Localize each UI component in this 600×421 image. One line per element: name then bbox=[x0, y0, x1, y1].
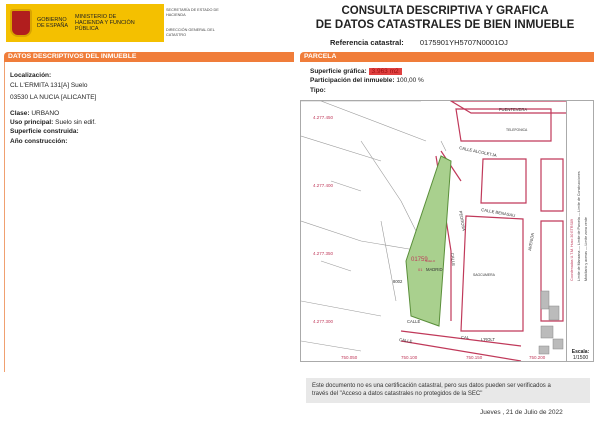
government-logo bbox=[6, 4, 164, 42]
bar-title-bold: INMUEBLE bbox=[100, 53, 137, 60]
address-line-2: 03530 LA NUCIA [ALICANTE] bbox=[10, 94, 97, 101]
uso-row bbox=[10, 119, 96, 127]
participacion-label: Participación del inmueble: bbox=[310, 77, 395, 84]
street-benasau: CALLE BENASAU bbox=[480, 207, 516, 218]
sup-grafica-label: Superficie gráfica: bbox=[310, 68, 367, 75]
superficie-label: Superficie construida: bbox=[10, 128, 79, 135]
label-madrid: MADRID bbox=[426, 267, 443, 272]
label-cal: CAL bbox=[461, 335, 470, 340]
secretaria-text: SECRETARÍA DE ESTADO DE HACIENDA bbox=[166, 8, 219, 17]
notice-box bbox=[306, 378, 590, 403]
clase-value: URBANO bbox=[31, 110, 60, 117]
coord-y4: 4.277.300 bbox=[313, 319, 334, 324]
document-title bbox=[300, 4, 590, 32]
scale-value: 1/1500 bbox=[572, 354, 589, 361]
notice-line-2: través del "Acceso a datos catastrales no protegidos de la SEC" bbox=[312, 391, 483, 397]
parcel-subnumber: 01 bbox=[418, 267, 423, 272]
label-telefonica: TELEFONICA bbox=[506, 128, 528, 132]
label-lrolt: L'ROLT bbox=[481, 337, 495, 342]
document-date: Jueves , 21 de Julio de 2022 bbox=[480, 409, 563, 416]
participacion-value: 100,00 % bbox=[396, 77, 424, 84]
coord-y2: 4.277.400 bbox=[313, 183, 334, 188]
label-pedrosa: PEDROSA bbox=[458, 210, 467, 232]
scale-label: Escala: bbox=[571, 349, 590, 355]
logo-gobierno-text: GOBIERNO DE ESPAÑA bbox=[37, 17, 69, 29]
direccion-text: DIRECCIÓN GENERAL DEL CATASTRO bbox=[166, 28, 215, 37]
legend-text-1: Coordenadas U.T.M. Huso 30 ETRS89 bbox=[570, 219, 574, 281]
tipo-label: Tipo: bbox=[310, 87, 326, 94]
localizacion-label: Localización: bbox=[10, 72, 52, 79]
anio-label: Año construcción: bbox=[10, 138, 68, 145]
parcel-polygon[interactable] bbox=[406, 156, 451, 326]
street-fuenteverra: FUENTEVERA bbox=[499, 107, 528, 112]
coord-y1: 4.277.450 bbox=[313, 115, 334, 120]
uso-value: Suelo sin edif. bbox=[55, 119, 96, 126]
logo-ministerio-text: MINISTERIO DE HACIENDA Y FUNCIÓN PÚBLICA bbox=[75, 14, 135, 32]
map-legend-strip bbox=[567, 100, 594, 362]
coord-x2: 750.100 bbox=[401, 355, 418, 360]
bar-title-prefix: DATOS DESCRIPTIVOS DEL bbox=[8, 53, 101, 60]
label-8002: 8002 bbox=[393, 279, 403, 284]
map-svg bbox=[301, 101, 567, 362]
descriptive-data-bar bbox=[4, 52, 294, 62]
legend-text-3: Mobiliario y aceras — Limite zona verde bbox=[584, 217, 588, 281]
coat-of-arms-icon bbox=[10, 9, 32, 37]
coord-x1: 750.050 bbox=[341, 355, 358, 360]
label-calle-3: CALLE bbox=[398, 337, 413, 344]
ref-label: Referencia catastral: bbox=[330, 38, 404, 47]
coord-x4: 750.200 bbox=[529, 355, 546, 360]
notice-line-1: Este documento no es una certificación catastral, pero sus datos pueden ser verificados a bbox=[312, 383, 551, 389]
street-alcoletja: CALLE ALCOLETJA bbox=[458, 145, 498, 158]
parcela-bar: PARCELA bbox=[300, 52, 594, 62]
parcel-number: 01759 bbox=[411, 257, 428, 263]
title-line-2: DE DATOS CATASTRALES DE BIEN INMUEBLE bbox=[315, 19, 575, 31]
clase-row bbox=[10, 110, 59, 118]
label-avenida: AVENIDA bbox=[527, 232, 536, 252]
ref-value: 0175901YH5707N0001OJ bbox=[419, 38, 508, 47]
sup-grafica-value: 3.963 m2 bbox=[369, 68, 402, 75]
label-calle-1: CALLE bbox=[407, 319, 421, 324]
buildings bbox=[539, 291, 563, 354]
cadastral-map[interactable] bbox=[300, 100, 567, 362]
clase-label: Clase: bbox=[10, 110, 30, 117]
sup-grafica-row bbox=[310, 68, 402, 76]
title-line-1: CONSULTA DESCRIPTIVA Y GRAFICA bbox=[341, 5, 549, 17]
address-line-1: CL L'ERMITA 131[A] Suelo bbox=[10, 82, 88, 89]
uso-label: Uso principal: bbox=[10, 119, 54, 126]
left-panel bbox=[4, 62, 294, 372]
scale-block bbox=[568, 350, 593, 361]
coord-y3: 4.277.350 bbox=[313, 251, 334, 256]
participacion-row bbox=[310, 77, 424, 85]
coord-x3: 750.150 bbox=[466, 355, 483, 360]
legend-text-2: Limite de Manzana — Limite de Parcela — Limite de Construcciones bbox=[577, 171, 581, 281]
secretaria-block bbox=[166, 8, 226, 37]
label-sagcumera: SAGCUMERA bbox=[473, 273, 495, 277]
reference-line bbox=[330, 38, 600, 47]
parcel-suelo: SUELO bbox=[425, 259, 436, 263]
label-calle-2: CALLE bbox=[450, 252, 457, 267]
